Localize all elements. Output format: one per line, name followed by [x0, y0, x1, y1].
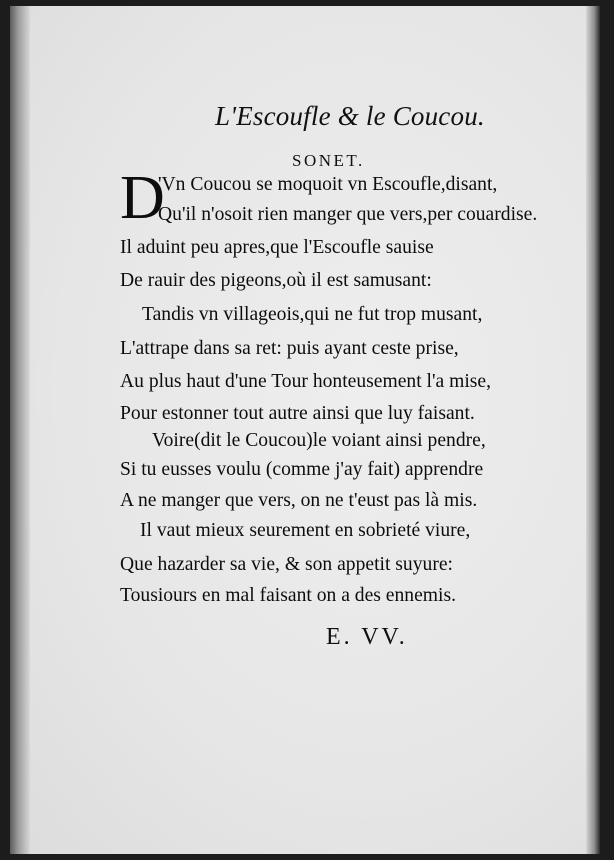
book-page [10, 6, 600, 854]
sonnet-line-14: Tousiours en mal faisant on a des ennemis. [120, 585, 457, 606]
sonnet-title: SONET. [292, 151, 365, 170]
sonnet-line-13: Que hazarder sa vie, & son appetit suyure: [120, 554, 453, 575]
sonnet-line-8: Pour estonner tout autre ainsi que luy faisant. [120, 403, 475, 424]
page-edge-shadow [586, 6, 600, 854]
sonnet-line-1: 'Vn Coucou se moquoit vn Escoufle,disant, [158, 174, 498, 195]
sonnet-line-9: Voire(dit le Coucou)le voiant ainsi pendre, [152, 430, 486, 451]
sonnet-line-7: Au plus haut d'une Tour honteusement l'a mise, [120, 371, 492, 392]
sonnet-line-4: De rauir des pigeons,où il est samusant: [120, 270, 432, 291]
running-head: L'Escoufle & le Coucou. [215, 101, 485, 131]
sonnet-line-11: A ne manger que vers, on ne t'eust pas là mis. [120, 490, 478, 511]
sonnet-line-5: Tandis vn villageois,qui ne fut trop musant, [142, 304, 483, 325]
sonnet-line-10: Si tu eusses voulu (comme j'ay fait) apprendre [120, 459, 484, 480]
page-gutter-shadow [10, 6, 30, 854]
sonnet-line-2: Qu'il n'osoit rien manger que vers,per couardise. [158, 204, 538, 225]
sonnet-line-12: Il vaut mieux seurement en sobrieté viure, [140, 520, 471, 541]
sonnet-line-6: L'attrape dans sa ret: puis ayant ceste prise, [120, 338, 459, 359]
drop-cap: D [120, 164, 165, 232]
sonnet-line-3: Il aduint peu apres,que l'Escoufle sauise [120, 237, 434, 258]
signature-mark: E. VV. [326, 624, 408, 650]
